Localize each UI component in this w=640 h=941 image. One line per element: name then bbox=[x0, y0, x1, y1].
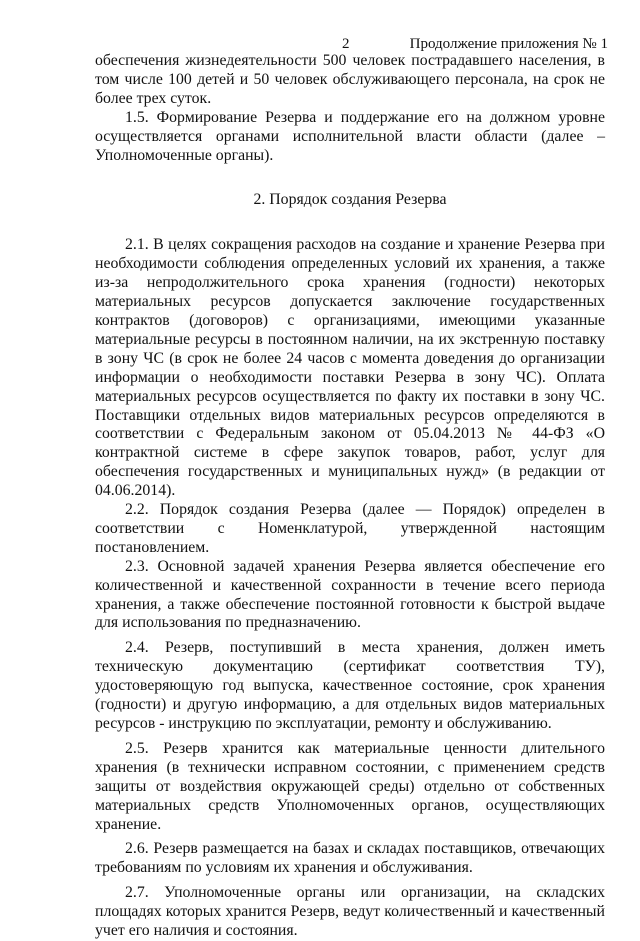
paragraph-1-5: 1.5. Формирование Резерва и поддержание его на должном уровне осуществляется органами исполнительной власти области (далее – Уполномоченные органы). bbox=[95, 108, 605, 164]
document-body bbox=[95, 52, 605, 941]
page-number: 2 bbox=[342, 36, 350, 52]
paragraph-2-6: 2.6. Резерв размещается на базах и складах поставщиков, отвечающих требованиям по условиям их хранения и обслуживания. bbox=[95, 840, 605, 877]
paragraph-2-5: 2.5. Резерв хранится как материальные ценности длительного хранения (в технически исправном состоянии, с применением средств защиты от воздействия окружающей среды) отдельно от собственных материальных средств Уполномоченных органов, осуществляющих хранение. bbox=[95, 739, 605, 833]
paragraph-2-2: 2.2. Порядок создания Резерва (далее — Порядок) определен в соответствии с Номенклатурой, утвержденной настоящим постановлением. bbox=[95, 501, 605, 556]
paragraph-2-3: 2.3. Основной задачей хранения Резерва является обеспечение его количественной и качественной сохранности в течение всего периода хранения, а также обеспечение постоянной готовности к быстрой выдаче для использования по предназначению. bbox=[95, 557, 605, 632]
paragraph-continuation: обеспечения жизнедеятельности 500 человек пострадавшего населения, в том числе 100 детей и 50 человек обслуживающего персонала, на срок не более трех суток. bbox=[95, 52, 605, 107]
appendix-note: Продолжение приложения № 1 bbox=[409, 36, 608, 52]
paragraph-2-4: 2.4. Резерв, поступивший в места хранения, должен иметь техническую документацию (сертификат соответствия ТУ), удостоверяющую год выпуска, качественное состояние, срок хранения (годности) и другую информацию, а для отдельных видов материальных ресурсов - инструкцию по эксплуатации, ремонту и обслуживанию. bbox=[95, 639, 605, 732]
section-title: 2. Порядок создания Резерва bbox=[253, 191, 447, 209]
paragraph-2-7: 2.7. Уполномоченные органы или организации, на складских площадях которых хранится Резерв, ведут количественный и качественный учет его наличия и состояния. bbox=[95, 884, 605, 940]
paragraph-2-1: 2.1. В целях сокращения расходов на создание и хранение Резерва при необходимости соблюдения определенных условий их хранения, а также из-за непродолжительного срока хранения (годности) некоторых материальных ресурсов допускается заключение государственных контрактов (договоров) с организациями, имеющими указанные материальные ресурсы в постоянном наличии, на их экстренную поставку в зону ЧС (в срок не более 24 часов с момента доведения до организации информации о необходимости поставки Резерва в зону ЧС). Оплата материальных ресурсов осуществляется по факту их поставки в зону ЧС. Поставщики отдельных видов материальных ресурсов определяются в соответствии с Федеральным законом от 05.04.2013 № 44-ФЗ «О контрактной системе в сфере закупок товаров, работ, услуг для обеспечения государственных и муниципальных нужд» (в редакции от 04.06.2014). bbox=[95, 236, 605, 500]
